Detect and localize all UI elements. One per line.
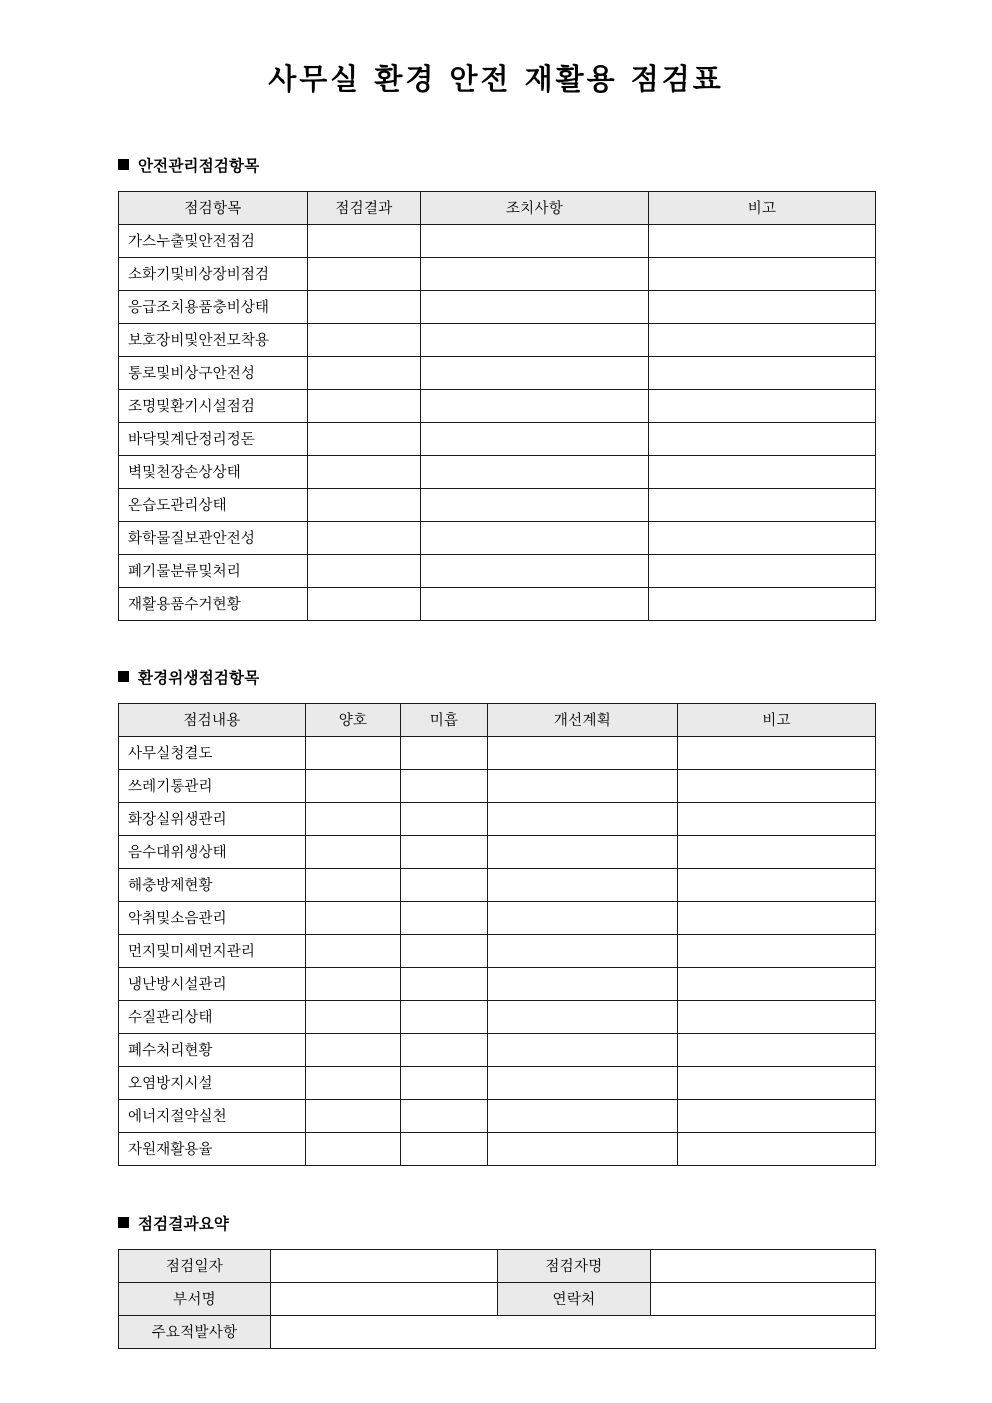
cell-action[interactable] bbox=[421, 323, 649, 356]
cell-action[interactable] bbox=[421, 587, 649, 620]
cell-action[interactable] bbox=[421, 224, 649, 257]
table-row bbox=[119, 1066, 876, 1099]
cell-result[interactable] bbox=[308, 488, 421, 521]
cell-remarks[interactable] bbox=[649, 422, 876, 455]
row-label: 사무실청결도 bbox=[119, 736, 306, 769]
cell-action[interactable] bbox=[421, 554, 649, 587]
field-department[interactable] bbox=[271, 1282, 498, 1315]
table-row bbox=[119, 422, 876, 455]
row-label: 벽및천장손상상태 bbox=[119, 455, 308, 488]
table-row bbox=[119, 257, 876, 290]
table-row bbox=[119, 1000, 876, 1033]
summary-table bbox=[118, 1249, 876, 1349]
cell-remarks[interactable] bbox=[678, 1066, 876, 1099]
cell-good[interactable] bbox=[306, 1132, 401, 1165]
table-row bbox=[119, 1099, 876, 1132]
cell-good[interactable] bbox=[306, 1066, 401, 1099]
cell-remarks[interactable] bbox=[678, 1099, 876, 1132]
label-contact: 연락처 bbox=[498, 1282, 651, 1315]
cell-remarks[interactable] bbox=[678, 901, 876, 934]
section-heading-safety bbox=[118, 154, 875, 176]
section-heading-summary-label: 점검결과요약 bbox=[138, 1214, 230, 1233]
cell-result[interactable] bbox=[308, 290, 421, 323]
cell-remarks[interactable] bbox=[649, 488, 876, 521]
cell-improvement-plan[interactable] bbox=[488, 934, 678, 967]
cell-improvement-plan[interactable] bbox=[488, 835, 678, 868]
label-department: 부서명 bbox=[119, 1282, 271, 1315]
table-row bbox=[119, 868, 876, 901]
row-label: 에너지절약실천 bbox=[119, 1099, 306, 1132]
column-header-content: 점검내용 bbox=[119, 703, 306, 736]
cell-action[interactable] bbox=[421, 422, 649, 455]
cell-poor[interactable] bbox=[401, 1000, 488, 1033]
table-row bbox=[119, 1249, 876, 1282]
cell-remarks[interactable] bbox=[678, 736, 876, 769]
section-heading-summary bbox=[118, 1212, 875, 1234]
row-label: 응급조치용품충비상태 bbox=[119, 290, 308, 323]
row-label: 냉난방시설관리 bbox=[119, 967, 306, 1000]
cell-poor[interactable] bbox=[401, 1132, 488, 1165]
cell-action[interactable] bbox=[421, 257, 649, 290]
cell-action[interactable] bbox=[421, 455, 649, 488]
cell-remarks[interactable] bbox=[678, 967, 876, 1000]
cell-result[interactable] bbox=[308, 455, 421, 488]
table-row bbox=[119, 587, 876, 620]
cell-result[interactable] bbox=[308, 323, 421, 356]
row-label: 보호장비및안전모착용 bbox=[119, 323, 308, 356]
cell-good[interactable] bbox=[306, 1099, 401, 1132]
cell-action[interactable] bbox=[421, 488, 649, 521]
column-header-remarks: 비고 bbox=[649, 191, 876, 224]
table-header-row bbox=[119, 703, 876, 736]
cell-improvement-plan[interactable] bbox=[488, 1132, 678, 1165]
table-row bbox=[119, 967, 876, 1000]
row-label: 소화기및비상장비점검 bbox=[119, 257, 308, 290]
cell-poor[interactable] bbox=[401, 1066, 488, 1099]
table-row bbox=[119, 835, 876, 868]
square-bullet-icon bbox=[118, 1217, 129, 1228]
cell-remarks[interactable] bbox=[649, 356, 876, 389]
cell-remarks[interactable] bbox=[678, 868, 876, 901]
column-header-good: 양호 bbox=[306, 703, 401, 736]
cell-remarks[interactable] bbox=[649, 521, 876, 554]
row-label: 화학물질보관안전성 bbox=[119, 521, 308, 554]
column-header-remarks: 비고 bbox=[678, 703, 876, 736]
column-header-poor: 미흡 bbox=[401, 703, 488, 736]
table-row bbox=[119, 901, 876, 934]
cell-poor[interactable] bbox=[401, 934, 488, 967]
field-inspector-name[interactable] bbox=[651, 1249, 876, 1282]
cell-remarks[interactable] bbox=[649, 455, 876, 488]
cell-remarks[interactable] bbox=[649, 587, 876, 620]
cell-poor[interactable] bbox=[401, 1099, 488, 1132]
environment-checklist-table bbox=[118, 703, 876, 1166]
section-summary bbox=[118, 1212, 875, 1349]
cell-remarks[interactable] bbox=[678, 802, 876, 835]
square-bullet-icon bbox=[118, 671, 129, 682]
cell-improvement-plan[interactable] bbox=[488, 802, 678, 835]
cell-improvement-plan[interactable] bbox=[488, 1066, 678, 1099]
section-heading-safety-label: 안전관리점검항목 bbox=[138, 156, 260, 175]
cell-poor[interactable] bbox=[401, 736, 488, 769]
table-header-row bbox=[119, 191, 876, 224]
cell-remarks[interactable] bbox=[649, 290, 876, 323]
row-label: 해충방제현황 bbox=[119, 868, 306, 901]
row-label: 재활용품수거현황 bbox=[119, 587, 308, 620]
table-row bbox=[119, 488, 876, 521]
cell-action[interactable] bbox=[421, 290, 649, 323]
cell-result[interactable] bbox=[308, 422, 421, 455]
column-header-action: 조치사항 bbox=[421, 191, 649, 224]
cell-remarks[interactable] bbox=[649, 554, 876, 587]
cell-improvement-plan[interactable] bbox=[488, 901, 678, 934]
cell-improvement-plan[interactable] bbox=[488, 967, 678, 1000]
cell-poor[interactable] bbox=[401, 901, 488, 934]
label-inspector-name: 점검자명 bbox=[498, 1249, 651, 1282]
table-row bbox=[119, 769, 876, 802]
column-header-result: 점검결과 bbox=[308, 191, 421, 224]
page-title: 사무실 환경 안전 재활용 점검표 bbox=[268, 62, 724, 96]
cell-remarks[interactable] bbox=[678, 835, 876, 868]
row-label: 쓰레기통관리 bbox=[119, 769, 306, 802]
table-row bbox=[119, 934, 876, 967]
field-major-findings[interactable] bbox=[271, 1315, 876, 1348]
cell-action[interactable] bbox=[421, 389, 649, 422]
label-inspection-date: 점검일자 bbox=[119, 1249, 271, 1282]
cell-remarks[interactable] bbox=[649, 389, 876, 422]
cell-improvement-plan[interactable] bbox=[488, 769, 678, 802]
row-label: 폐기물분류및처리 bbox=[119, 554, 308, 587]
row-label: 바닥및계단정리정돈 bbox=[119, 422, 308, 455]
cell-good[interactable] bbox=[306, 868, 401, 901]
table-row bbox=[119, 290, 876, 323]
cell-poor[interactable] bbox=[401, 967, 488, 1000]
row-label: 먼지및미세먼지관리 bbox=[119, 934, 306, 967]
cell-action[interactable] bbox=[421, 356, 649, 389]
cell-result[interactable] bbox=[308, 554, 421, 587]
cell-good[interactable] bbox=[306, 769, 401, 802]
cell-remarks[interactable] bbox=[649, 323, 876, 356]
cell-good[interactable] bbox=[306, 934, 401, 967]
table-row bbox=[119, 389, 876, 422]
cell-good[interactable] bbox=[306, 967, 401, 1000]
table-row bbox=[119, 521, 876, 554]
column-header-item: 점검항목 bbox=[119, 191, 308, 224]
table-row bbox=[119, 224, 876, 257]
cell-remarks[interactable] bbox=[649, 224, 876, 257]
table-row bbox=[119, 323, 876, 356]
cell-improvement-plan[interactable] bbox=[488, 868, 678, 901]
table-row bbox=[119, 1315, 876, 1348]
row-label: 폐수처리현황 bbox=[119, 1033, 306, 1066]
cell-action[interactable] bbox=[421, 521, 649, 554]
cell-remarks[interactable] bbox=[649, 257, 876, 290]
cell-improvement-plan[interactable] bbox=[488, 1000, 678, 1033]
field-inspection-date[interactable] bbox=[271, 1249, 498, 1282]
cell-poor[interactable] bbox=[401, 868, 488, 901]
row-label: 자원재활용율 bbox=[119, 1132, 306, 1165]
cell-result[interactable] bbox=[308, 257, 421, 290]
cell-remarks[interactable] bbox=[678, 769, 876, 802]
cell-result[interactable] bbox=[308, 389, 421, 422]
table-row bbox=[119, 356, 876, 389]
cell-remarks[interactable] bbox=[678, 934, 876, 967]
row-label: 수질관리상태 bbox=[119, 1000, 306, 1033]
cell-remarks[interactable] bbox=[678, 1000, 876, 1033]
row-label: 화장실위생관리 bbox=[119, 802, 306, 835]
cell-good[interactable] bbox=[306, 802, 401, 835]
cell-good[interactable] bbox=[306, 901, 401, 934]
cell-improvement-plan[interactable] bbox=[488, 736, 678, 769]
row-label: 음수대위생상태 bbox=[119, 835, 306, 868]
cell-good[interactable] bbox=[306, 1000, 401, 1033]
table-row bbox=[119, 1282, 876, 1315]
cell-improvement-plan[interactable] bbox=[488, 1099, 678, 1132]
cell-good[interactable] bbox=[306, 736, 401, 769]
table-row bbox=[119, 1033, 876, 1066]
cell-result[interactable] bbox=[308, 224, 421, 257]
table-row bbox=[119, 554, 876, 587]
section-heading-environment bbox=[118, 666, 875, 688]
cell-improvement-plan[interactable] bbox=[488, 1033, 678, 1066]
field-contact[interactable] bbox=[651, 1282, 876, 1315]
cell-good[interactable] bbox=[306, 1033, 401, 1066]
label-major-findings: 주요적발사항 bbox=[119, 1315, 271, 1348]
column-header-improvement-plan: 개선계획 bbox=[488, 703, 678, 736]
cell-poor[interactable] bbox=[401, 802, 488, 835]
row-label: 조명및환기시설점검 bbox=[119, 389, 308, 422]
cell-remarks[interactable] bbox=[678, 1033, 876, 1066]
cell-poor[interactable] bbox=[401, 835, 488, 868]
cell-result[interactable] bbox=[308, 587, 421, 620]
table-row bbox=[119, 736, 876, 769]
table-row bbox=[119, 802, 876, 835]
row-label: 오염방지시설 bbox=[119, 1066, 306, 1099]
cell-good[interactable] bbox=[306, 835, 401, 868]
row-label: 온습도관리상태 bbox=[119, 488, 308, 521]
cell-result[interactable] bbox=[308, 356, 421, 389]
square-bullet-icon bbox=[118, 159, 129, 170]
cell-poor[interactable] bbox=[401, 769, 488, 802]
safety-checklist-table bbox=[118, 191, 876, 621]
row-label: 통로및비상구안전성 bbox=[119, 356, 308, 389]
row-label: 악취및소음관리 bbox=[119, 901, 306, 934]
cell-remarks[interactable] bbox=[678, 1132, 876, 1165]
section-environment bbox=[118, 666, 875, 1166]
table-row bbox=[119, 1132, 876, 1165]
table-row bbox=[119, 455, 876, 488]
cell-result[interactable] bbox=[308, 521, 421, 554]
cell-poor[interactable] bbox=[401, 1033, 488, 1066]
section-heading-environment-label: 환경위생점검항목 bbox=[138, 668, 260, 687]
section-safety bbox=[118, 154, 875, 621]
row-label: 가스누출및안전점검 bbox=[119, 224, 308, 257]
